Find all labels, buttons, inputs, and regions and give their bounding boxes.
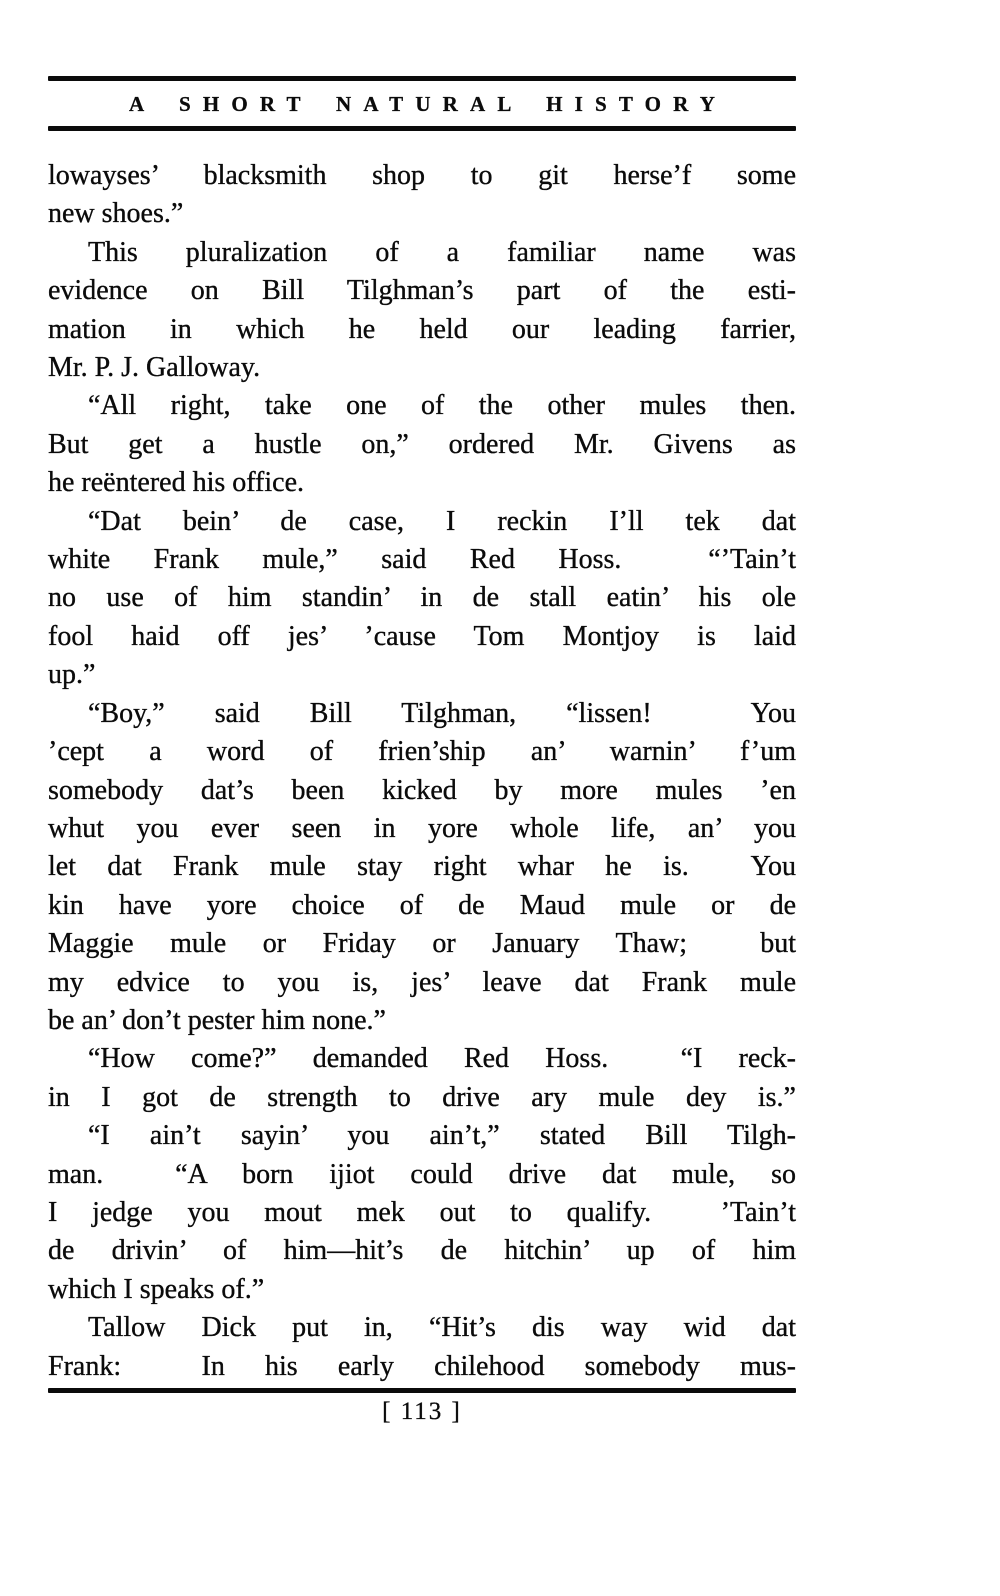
text-line: in I got de strength to drive ary mule dey is.” [48,1081,796,1113]
text-line: Mr. P. J. Galloway. [48,352,261,384]
text-line: my edvice to you is, jes’ leave dat Frank mule [48,966,796,998]
text-line: new shoes.” [48,198,184,230]
text-line: white Frank mule,” said Red Hoss. “’Tain’t [48,544,796,576]
text-line: “All right, take one of the other mules then. [88,390,796,422]
text-line: mation in which he held our leading farrier, [48,313,796,345]
text-line: man. “A born ijiot could drive dat mule, so [48,1158,796,1190]
text-line: up.” [48,659,96,691]
text-line: ’cept a word of frien’ship an’ warnin’ f’um [48,736,796,768]
text-line: I jedge you mout mek out to qualify. ’Tain’t [48,1196,796,1228]
running-head-title: A SHORT NATURAL HISTORY [129,92,728,116]
text-line: let dat Frank mule stay right whar he is. You [48,851,796,883]
running-head [48,76,796,131]
text-line: Frank: In his early chilehood somebody mus- [48,1350,796,1382]
footer-rule [48,1388,796,1393]
text-column [48,76,796,1426]
text-line: somebody dat’s been kicked by more mules ’en [48,774,796,806]
text-line: Tallow Dick put in, “Hit’s dis way wid dat [88,1312,796,1344]
header-rule-bottom [48,126,796,131]
text-line: be an’ don’t pester him none.” [48,1004,386,1036]
text-line: But get a hustle on,” ordered Mr. Givens as [48,428,796,460]
text-line: kin have yore choice of de Maud mule or de [48,889,796,921]
text-line: Maggie mule or Friday or January Thaw; but [48,928,796,960]
text-line: he reëntered his office. [48,467,305,499]
text-line: whut you ever seen in yore whole life, an’ you [48,812,796,844]
text-line: fool haid off jes’ ’cause Tom Montjoy is laid [48,620,796,652]
page-number: [ 113 ] [382,1398,462,1425]
text-line: evidence on Bill Tilghman’s part of the esti- [48,275,796,307]
text-line: “Boy,” said Bill Tilghman, “lissen! You [88,697,796,729]
text-line: “Dat bein’ de case, I reckin I’ll tek dat [88,505,796,537]
body-text [48,157,796,1386]
text-line: This pluralization of a familiar name was [88,236,796,268]
text-line: “I ain’t sayin’ you ain’t,” stated Bill Tilgh- [88,1120,796,1152]
text-line: lowayses’ blacksmith shop to git herse’f some [48,160,796,191]
text-line: no use of him standin’ in de stall eatin’ his ole [48,582,796,614]
text-line: de drivin’ of him—hit’s de hitchin’ up of him [48,1235,796,1267]
text-line: “How come?” demanded Red Hoss. “I reck- [88,1043,796,1075]
text-line: which I speaks of.” [48,1273,265,1305]
